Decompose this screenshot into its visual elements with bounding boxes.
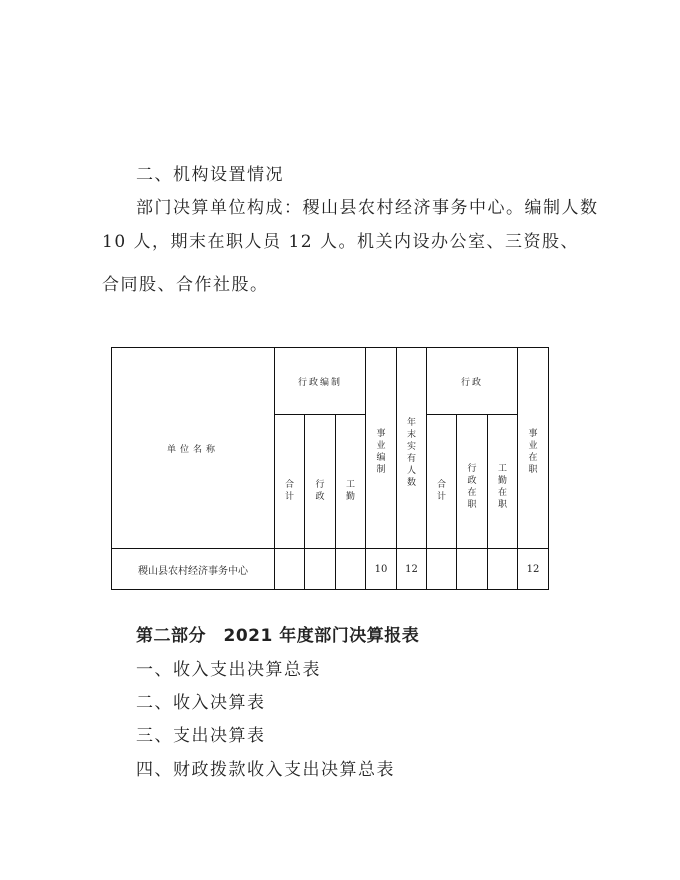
cell-xingzheng-zaizhi xyxy=(457,549,488,590)
col-gongqin xyxy=(336,415,366,549)
vertical-char: 政 xyxy=(315,491,325,502)
vertical-char: 计 xyxy=(284,491,294,502)
admin-header: 行政 xyxy=(427,348,518,415)
cell-heji-2 xyxy=(427,549,457,590)
vertical-char: 合 xyxy=(284,479,294,490)
cell-shiye-bianzhi: 10 xyxy=(366,549,397,590)
vertical-char: 工 xyxy=(497,463,507,474)
paragraph-line-2: 10 人，期末在职人员 12 人。机关内设办公室、三资股、 xyxy=(102,232,579,252)
vertical-char: 业 xyxy=(528,441,538,451)
vertical-char: 职 xyxy=(467,499,477,510)
vertical-char: 职 xyxy=(497,499,507,510)
col-xingzheng-zaizhi xyxy=(457,415,488,549)
vertical-char: 数 xyxy=(406,478,416,488)
vertical-char: 编 xyxy=(376,453,386,463)
cell-gongqin xyxy=(336,549,366,590)
vertical-char: 计 xyxy=(436,491,446,502)
paragraph-line-1: 部门决算单位构成：稷山县农村经济事务中心。编制人数 xyxy=(136,198,599,218)
vertical-char: 工 xyxy=(345,479,355,490)
report-item-1: 一、收入支出决算总表 xyxy=(136,660,321,680)
vertical-char: 勤 xyxy=(497,475,507,486)
vertical-char: 行 xyxy=(467,463,477,474)
staffing-table xyxy=(111,347,549,590)
vertical-char: 有 xyxy=(406,454,416,464)
cell-gongqin-zaizhi xyxy=(488,549,518,590)
vertical-char: 制 xyxy=(376,465,386,475)
col-heji-2 xyxy=(427,415,457,549)
section-heading: 二、机构设置情况 xyxy=(136,165,284,185)
vertical-char: 在 xyxy=(467,487,477,498)
table-row xyxy=(112,549,549,590)
col-shiye-zaizhi xyxy=(518,348,549,549)
paragraph-line-3: 合同股、合作社股。 xyxy=(102,275,269,295)
vertical-char: 勤 xyxy=(345,491,355,502)
vertical-char: 在 xyxy=(497,487,507,498)
col-shiye-bianzhi xyxy=(366,348,397,549)
report-item-4: 四、财政拨款收入支出决算总表 xyxy=(136,760,395,780)
report-item-2: 二、收入决算表 xyxy=(136,693,266,713)
part-two-title: 第二部分 2021 年度部门决算报表 xyxy=(136,626,420,646)
col-gongqin-zaizhi xyxy=(488,415,518,549)
vertical-char: 事 xyxy=(528,429,538,439)
vertical-char: 业 xyxy=(376,441,386,451)
vertical-char: 行 xyxy=(315,479,325,490)
vertical-char: 实 xyxy=(406,442,416,452)
unit-name-header: 单位名称 xyxy=(112,348,275,549)
col-heji xyxy=(275,415,305,549)
cell-year-end: 12 xyxy=(397,549,427,590)
vertical-char: 职 xyxy=(528,465,538,475)
report-item-3: 三、支出决算表 xyxy=(136,726,266,746)
vertical-char: 人 xyxy=(406,466,416,476)
cell-unit: 稷山县农村经济事务中心 xyxy=(112,549,275,590)
col-year-end xyxy=(397,348,427,549)
cell-heji xyxy=(275,549,305,590)
admin-staffing-header: 行政编制 xyxy=(275,348,366,415)
vertical-char: 政 xyxy=(467,475,477,486)
vertical-char: 事 xyxy=(376,429,386,439)
cell-xingzheng xyxy=(305,549,336,590)
vertical-char: 在 xyxy=(528,453,538,463)
cell-shiye-zaizhi: 12 xyxy=(518,549,549,590)
col-xingzheng xyxy=(305,415,336,549)
vertical-char: 末 xyxy=(406,430,416,440)
vertical-char: 年 xyxy=(406,418,416,428)
vertical-char: 合 xyxy=(436,479,446,490)
